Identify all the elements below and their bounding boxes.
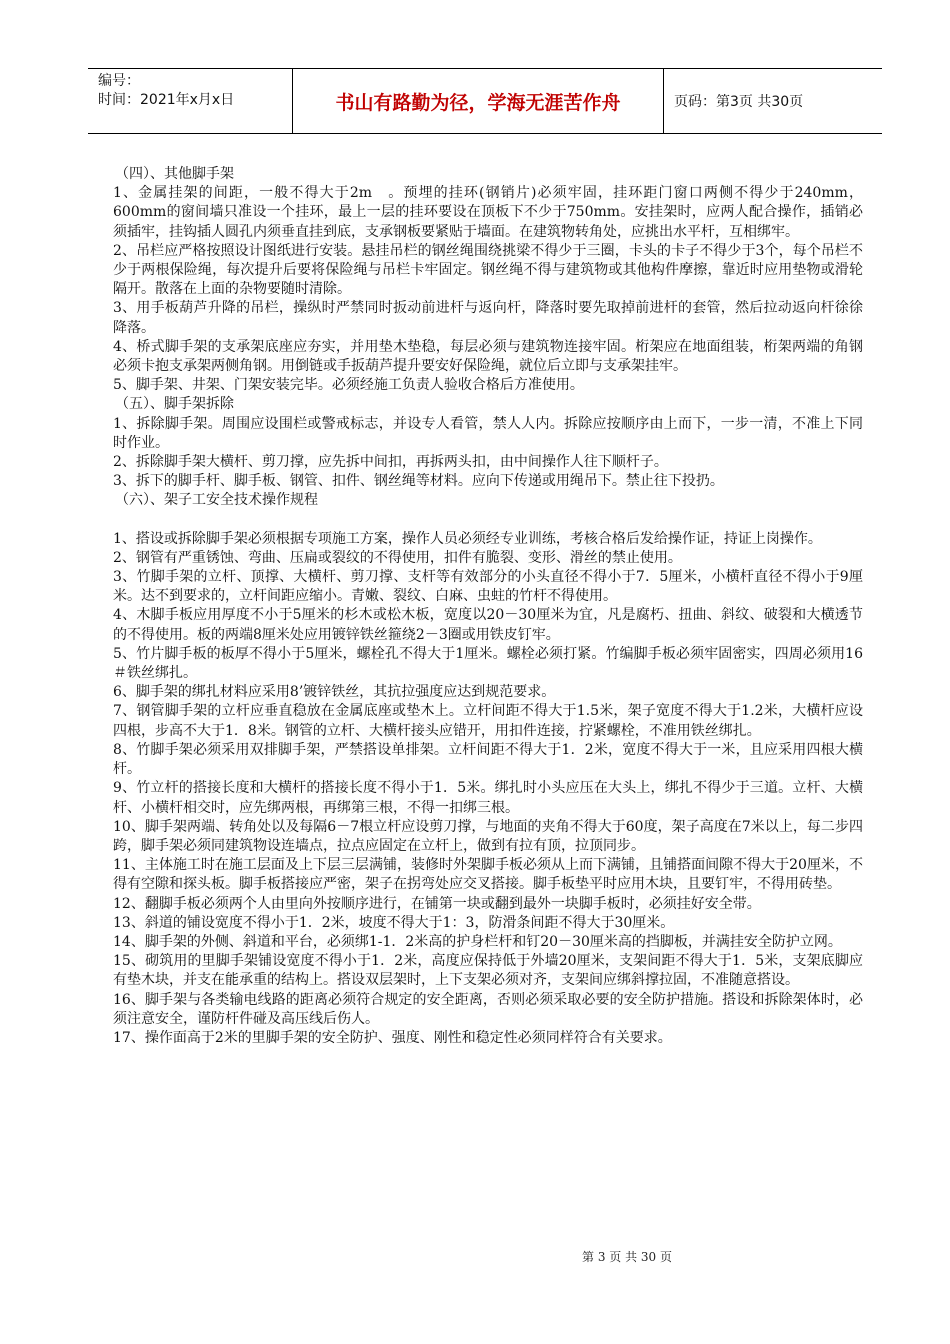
header-page-info: 页码：第3页 共30页 bbox=[674, 94, 804, 110]
paragraph: 15、砌筑用的里脚手架铺设宽度不得小于1．2米，高度应保持低于外墙20厘米，支架间距不得大于1．5米，支架底脚应有垫木块，并支在能承重的结构上。搭设双层架时，上下支架必须对齐，支架间应绑斜撑拉固，不准随意搭设。 bbox=[113, 953, 863, 989]
header-motto: 书山有路勤为径，学海无涯苦作舟 bbox=[292, 69, 664, 133]
document-number-label: 编号： bbox=[98, 73, 140, 89]
paragraph: 12、翻脚手板必须两个人由里向外按顺序进行，在铺第一块或翻到最外一块脚手板时，必须挂好安全带。 bbox=[113, 895, 761, 912]
paragraph: 3、拆下的脚手杆、脚手板、钢管、扣件、钢丝绳等材料。应向下传递或用绳吊下。禁止往下投扔。 bbox=[113, 473, 724, 490]
paragraph: 3、用手板葫芦升降的吊栏，操纵时严禁同时扳动前进杆与返向杆，降落时要先取掉前进杆的套管，然后拉动返向杆徐徐降落。 bbox=[113, 300, 863, 336]
paragraph: 17、操作面高于2米的里脚手架的安全防护、强度、刚性和稳定性必须同样符合有关要求。 bbox=[113, 1029, 672, 1046]
page-header bbox=[88, 68, 882, 134]
paragraph: 2、吊栏应严格按照设计图纸进行安装。悬挂吊栏的钢丝绳围绕挑梁不得少于三圈，卡头的卡子不得少于3个，每个吊栏不少于两根保险绳，每次提升后要将保险绳与吊栏卡牢固定。钢丝绳不得与建筑物或其他构件摩擦，靠近时应用垫物或滑轮隔开。散落在上面的杂物要随时清除。 bbox=[113, 242, 863, 298]
paragraph: 10、脚手架两端、转角处以及每隔6－7根立杆应设剪刀撑，与地面的夹角不得大于60度，架子高度在7米以上，每二步四跨，脚手架必须同建筑物设连墙点，拉点应固定在立杆上，做到有拉有顶，拉顶同步。 bbox=[113, 818, 863, 854]
paragraph: 11、主体施工时在施工层面及上下层三层满铺，装修时外架脚手板必须从上而下满铺，且铺搭面间隙不得大于20厘米，不得有空隙和探头板。脚手板搭接应严密，架子在拐弯处应交叉搭接。脚手板垫平时应用木块，且要钉牢，不得用砖垫。 bbox=[113, 857, 863, 893]
paragraph: 13、斜道的铺设宽度不得小于1．2米，坡度不得大于1：3，防滑条间距不得大于30厘米。 bbox=[113, 914, 675, 931]
paragraph: 1、金属挂架的间距，一般不得大于2m 。预埋的挂环(钢销片)必须牢固，挂环距门窗口两侧不得少于240mm，600mm的窗间墙只准设一个挂环，最上一层的挂环要设在顶板下不少于750mm。安挂架时，应两人配合操作，插销必须插牢，挂钩插人圆孔内须垂直挂到底，支承钢板要紧贴于墙面。在建筑物转角处，应挑出水平杆，互相绑牢。 bbox=[113, 185, 863, 240]
paragraph: 5、竹片脚手板的板厚不得小于5厘米，螺栓孔不得大于1厘米。螺栓必须打紧。竹编脚手板必须牢固密实，四周必须用16＃铁丝绑扎。 bbox=[113, 645, 863, 682]
document-body bbox=[113, 165, 863, 1048]
paragraph: 2、拆除脚手架大横杆、剪刀撑，应先拆中间扣，再拆两头扣，由中间操作人往下顺杆子。 bbox=[113, 454, 668, 471]
page-footer: 第 3 页 共 30 页 bbox=[582, 1250, 672, 1264]
paragraph: 1、搭设或拆除脚手架必须根据专项施工方案，操作人员必须经专业训练，考核合格后发给操作证，持证上岗操作。 bbox=[113, 530, 822, 547]
paragraph: 16、脚手架与各类输电线路的距离必须符合规定的安全距离，否则必须采取必要的安全防护措施。搭设和拆除架体时，必须注意安全，谨防杆件碰及高压线后伤人。 bbox=[113, 991, 863, 1027]
paragraph: 9、竹立杆的搭接长度和大横杆的搭接长度不得小于1．5米。绑扎时小头应压在大头上，绑扎不得少于三道。立杆、大横杆、小横杆相交时，应先绑两根，再绑第三根，不得一扣绑三根。 bbox=[113, 780, 863, 816]
document-time-label: 时间：2021年x月x日 bbox=[98, 92, 235, 108]
paragraph: 14、脚手架的外侧、斜道和平台，必须绑1-1．2米高的护身栏杆和钉20－30厘米高的挡脚板，并满挂安全防护立网。 bbox=[113, 933, 842, 950]
blank-line bbox=[113, 511, 863, 530]
paragraph: 7、钢管脚手架的立杆应垂直稳放在金属底座或垫木上。立杆间距不得大于1.5米，架子宽度不得大于1.2米，大横杆应设四根，步高不大于1．8米。钢管的立杆、大横杆接头应错开，用扣件连接，拧紧螺栓，不准用铁丝绑扎。 bbox=[113, 703, 863, 739]
paragraph: 8、竹脚手架必须采用双排脚手架，严禁搭设单排架。立杆间距不得大于1．2米，宽度不得大于一米，且应采用四根大横杆。 bbox=[113, 741, 863, 778]
section-heading-4: （四）、其他脚手架 bbox=[115, 166, 234, 182]
paragraph: 5、脚手架、井架、门架安装完毕。必须经施工负责人验收合格后方准使用。 bbox=[113, 377, 584, 394]
paragraph: 6、脚手架的绑扎材料应采用8’镀锌铁丝，其抗拉强度应达到规范要求。 bbox=[113, 684, 556, 701]
paragraph: 1、拆除脚手架。周围应设围栏或警戒标志，并设专人看管，禁人人内。拆除应按顺序由上而下，一步一清，不准上下同时作业。 bbox=[113, 415, 863, 451]
section-heading-6: （六）、架子工安全技术操作规程 bbox=[115, 492, 318, 509]
paragraph: 4、桥式脚手架的支承架底座应夯实，并用垫木垫稳，每层必须与建筑物连接牢固。桁架应在地面组装，桁架两端的角钢必须卡抱支承架两侧角钢。用倒链或手扳葫芦提升要安好保险绳，就位后立即与支承架挂牢。 bbox=[113, 338, 863, 375]
paragraph: 4、木脚手板应用厚度不小于5厘米的杉木或松木板，宽度以20－30厘米为宜，凡是腐朽、扭曲、斜纹、破裂和大横透节的不得使用。板的两端8厘米处应用镀锌铁丝箍绕2－3圈或用铁皮钉牢。 bbox=[113, 607, 863, 643]
section-heading-5: （五）、脚手架拆除 bbox=[115, 396, 234, 413]
paragraph: 3、竹脚手架的立杆、顶撑、大横杆、剪刀撑、支杆等有效部分的小头直径不得小于7．5厘米，小横杆直径不得小于9厘米。达不到要求的，立杆间距应缩小。青嫩、裂纹、白麻、虫蛀的竹杆不得使用。 bbox=[113, 569, 863, 605]
paragraph: 2、钢管有严重锈蚀、弯曲、压扁或裂纹的不得使用，扣件有脆裂、变形、滑丝的禁止使用。 bbox=[113, 549, 682, 566]
header-meta bbox=[88, 69, 292, 133]
